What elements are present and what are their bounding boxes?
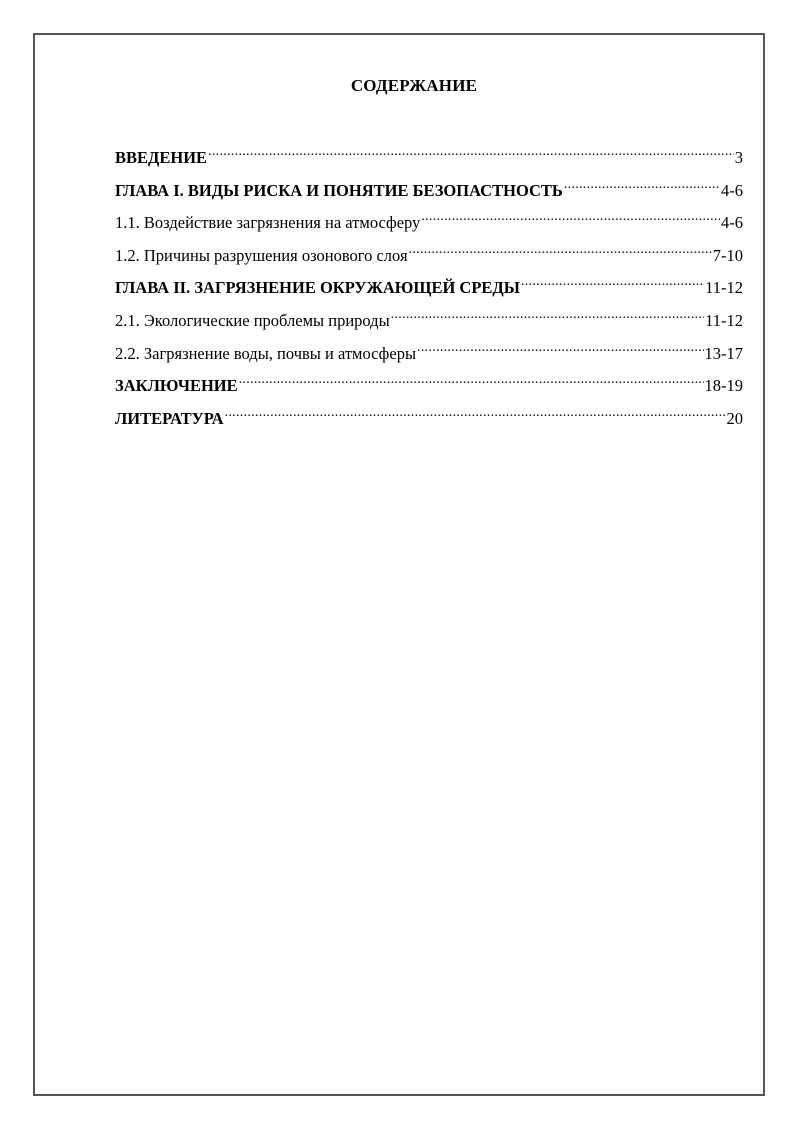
dot-leader xyxy=(421,204,720,228)
toc-entry-label: ГЛАВА II. ЗАГРЯЗНЕНИЕ ОКРУЖАЮЩЕЙ СРЕДЫ xyxy=(115,278,520,298)
toc-entry-conclusion[interactable] xyxy=(115,367,743,400)
toc-entry-label: 2.1. Экологические проблемы природы xyxy=(115,310,390,330)
dot-leader xyxy=(239,367,704,391)
toc-entry-label: 2.2. Загрязнение воды, почвы и атмосферы xyxy=(115,343,417,363)
dot-leader xyxy=(225,400,726,424)
toc-entry-page: 18-19 xyxy=(704,376,743,396)
toc-entry-page: 11-12 xyxy=(705,278,743,298)
toc-entry-chapter-1[interactable] xyxy=(115,172,743,205)
toc-entry-page: 4-6 xyxy=(721,180,743,200)
dot-leader xyxy=(208,139,734,163)
toc-entry-page: 11-12 xyxy=(705,310,743,330)
toc-entry-section-1-1[interactable] xyxy=(115,204,743,237)
toc-entry-label: ЛИТЕРАТУРА xyxy=(115,408,224,428)
toc-entry-section-1-2[interactable] xyxy=(115,237,743,270)
table-of-contents xyxy=(115,139,743,432)
toc-entry-label: 1.1. Воздействие загрязнения на атмосферу xyxy=(115,213,421,233)
toc-entry-page: 20 xyxy=(726,408,743,428)
toc-entry-label: ВВЕДЕНИЕ xyxy=(115,148,208,167)
dot-leader xyxy=(391,302,704,326)
toc-entry-page: 13-17 xyxy=(704,343,743,363)
dot-leader xyxy=(564,172,720,196)
dot-leader xyxy=(417,335,703,359)
toc-entry-section-2-2[interactable] xyxy=(115,335,743,368)
dot-leader xyxy=(521,269,704,293)
toc-entry-label: 1.2. Причины разрушения озонового слоя xyxy=(115,245,408,265)
dot-leader xyxy=(409,237,712,261)
toc-title: СОДЕРЖАНИЕ xyxy=(350,76,478,95)
toc-entry-label: ЗАКЛЮЧЕНИЕ xyxy=(115,376,238,396)
toc-entry-page: 4-6 xyxy=(721,213,743,233)
toc-entry-introduction[interactable] xyxy=(115,139,743,172)
toc-entry-page: 3 xyxy=(734,148,743,167)
toc-entry-literature[interactable] xyxy=(115,400,743,433)
toc-entry-chapter-2[interactable] xyxy=(115,269,743,302)
toc-entry-label: ГЛАВА I. ВИДЫ РИСКА И ПОНЯТИЕ БЕЗОПАСТНОСТЬ xyxy=(115,180,563,200)
toc-entry-section-2-1[interactable] xyxy=(115,302,743,335)
toc-entry-page: 7-10 xyxy=(712,245,743,265)
